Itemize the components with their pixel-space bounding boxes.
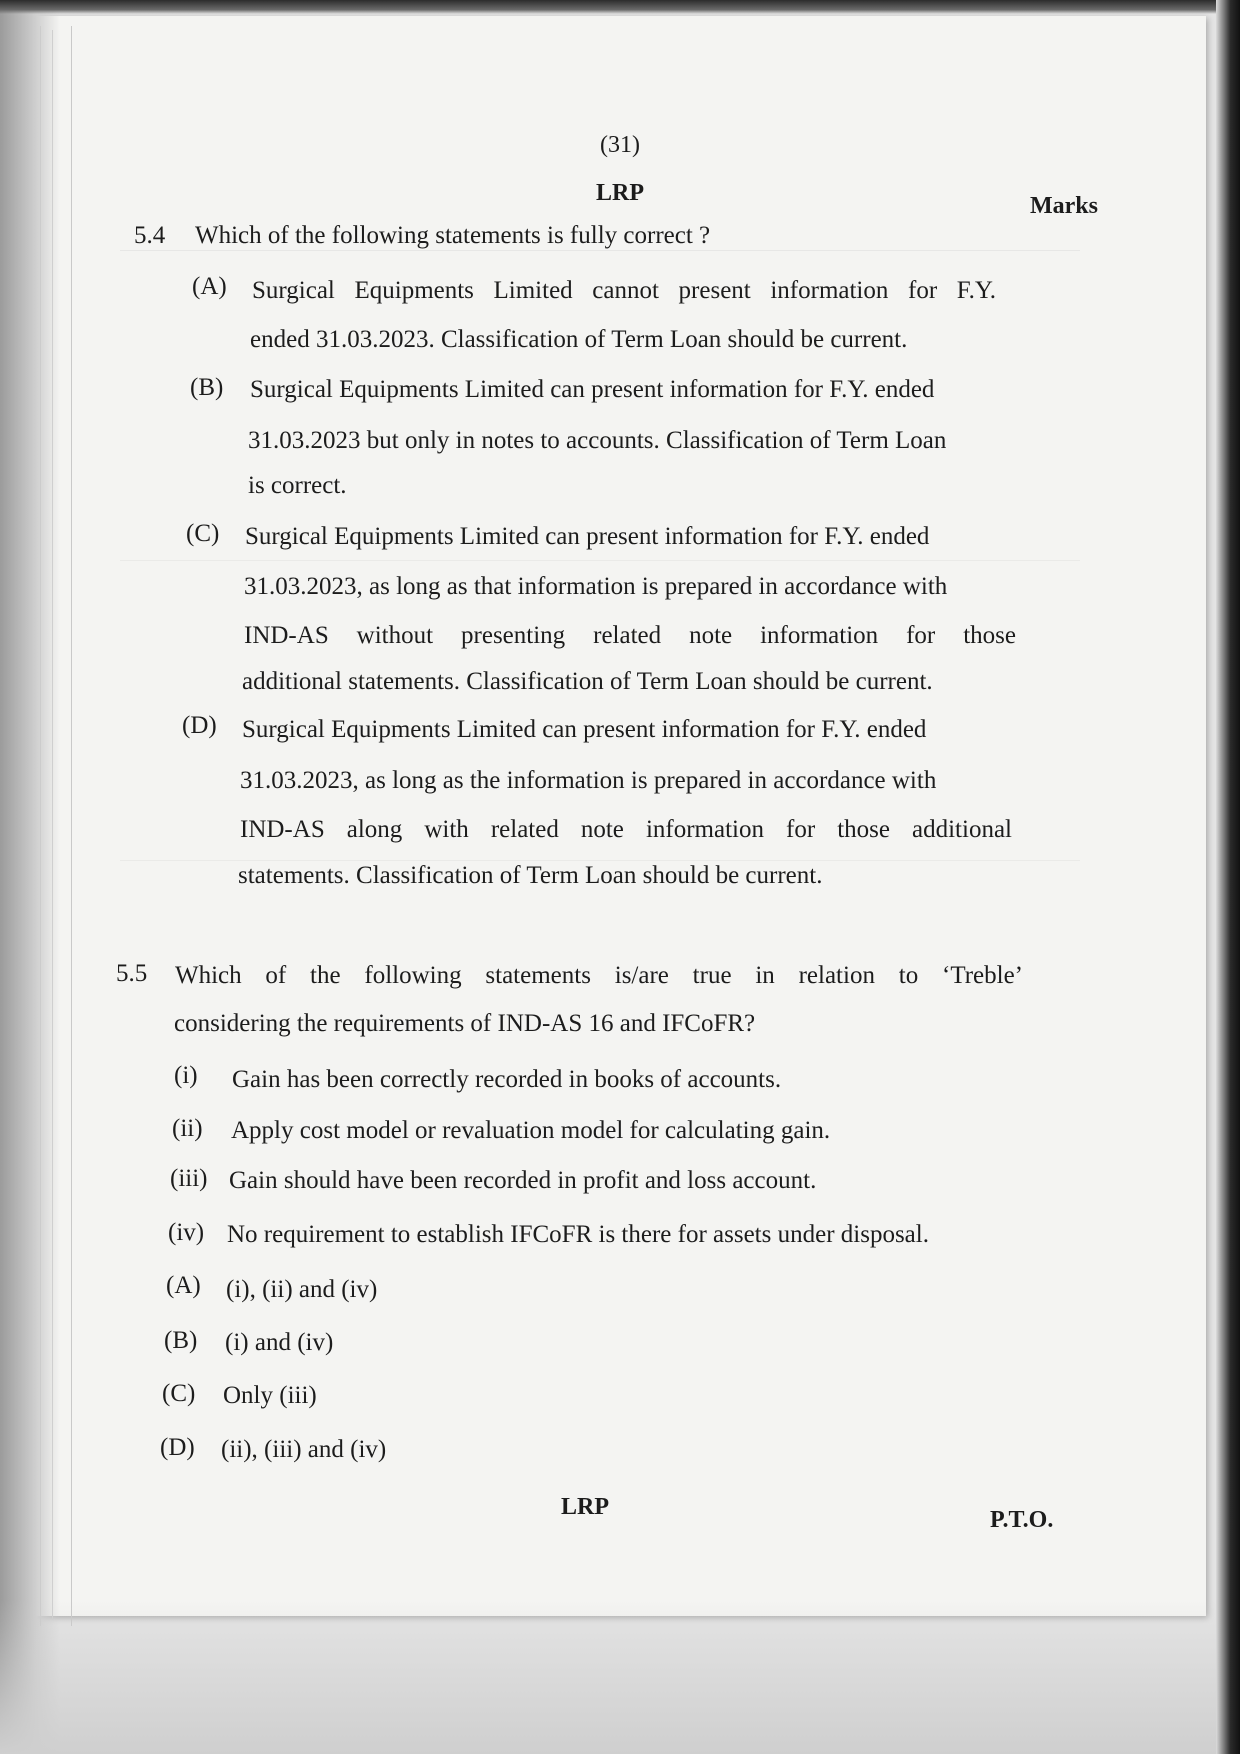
option-text-line: Surgical Equipments Limited can present information for F.Y. ended xyxy=(242,716,927,743)
option-text: (i) and (iv) xyxy=(225,1329,334,1356)
option-label: (D) xyxy=(182,712,217,739)
question-stem-line: considering the requirements of IND-AS 16 and IFCoFR? xyxy=(174,1010,756,1037)
option-label: (B) xyxy=(164,1327,198,1354)
option-text-line: statements. Classification of Term Loan should be current. xyxy=(238,862,823,889)
option-text-line: Surgical Equipments Limited cannot present information for F.Y. xyxy=(252,277,996,304)
option-text-line: additional statements. Classification of Term Loan should be current. xyxy=(242,668,933,695)
statement-label: (ii) xyxy=(172,1115,203,1142)
option-text-line: 31.03.2023 but only in notes to accounts. Classification of Term Loan xyxy=(248,427,947,454)
option-text: (ii), (iii) and (iv) xyxy=(221,1436,387,1463)
option-text-line: 31.03.2023, as long as that information is prepared in accordance with xyxy=(244,573,948,600)
paper-code-footer: LRP xyxy=(561,1494,609,1520)
option-label: (C) xyxy=(186,520,220,547)
option-text-line: IND-AS without presenting related note information for those xyxy=(244,622,1016,649)
option-label: (D) xyxy=(160,1434,195,1461)
question-stem-line: Which of the following statements is/are true in relation to ‘Treble’ xyxy=(175,962,1023,989)
page-number: (31) xyxy=(600,132,640,158)
option-label: (A) xyxy=(192,273,227,300)
option-label: (A) xyxy=(166,1272,201,1299)
marks-column-label: Marks xyxy=(1030,193,1098,219)
statement-text: Gain has been correctly recorded in books of accounts. xyxy=(232,1066,782,1093)
option-label: (B) xyxy=(190,374,224,401)
question-stem: Which of the following statements is fully correct ? xyxy=(195,222,711,249)
option-text: Only (iii) xyxy=(223,1382,317,1409)
statement-label: (iii) xyxy=(170,1165,208,1192)
paper-code-header: LRP xyxy=(596,180,644,206)
option-text-line: ended 31.03.2023. Classification of Term Loan should be current. xyxy=(250,326,908,353)
option-text-line: is correct. xyxy=(248,472,347,499)
statement-label: (iv) xyxy=(168,1219,205,1246)
option-text-line: 31.03.2023, as long as the information is prepared in accordance with xyxy=(240,767,937,794)
option-text-line: Surgical Equipments Limited can present information for F.Y. ended xyxy=(245,523,930,550)
question-number: 5.4 xyxy=(134,222,166,249)
question-number: 5.5 xyxy=(116,960,148,987)
option-text: (i), (ii) and (iv) xyxy=(226,1276,378,1303)
please-turn-over: P.T.O. xyxy=(990,1507,1054,1533)
statement-label: (i) xyxy=(174,1062,198,1089)
option-text-line: Surgical Equipments Limited can present information for F.Y. ended xyxy=(250,376,935,403)
statement-text: Apply cost model or revaluation model for calculating gain. xyxy=(231,1117,831,1144)
statement-text: No requirement to establish IFCoFR is there for assets under disposal. xyxy=(227,1221,929,1248)
option-text-line: IND-AS along with related note information for those additional xyxy=(240,816,1012,843)
statement-text: Gain should have been recorded in profit and loss account. xyxy=(229,1167,817,1194)
option-label: (C) xyxy=(162,1380,196,1407)
